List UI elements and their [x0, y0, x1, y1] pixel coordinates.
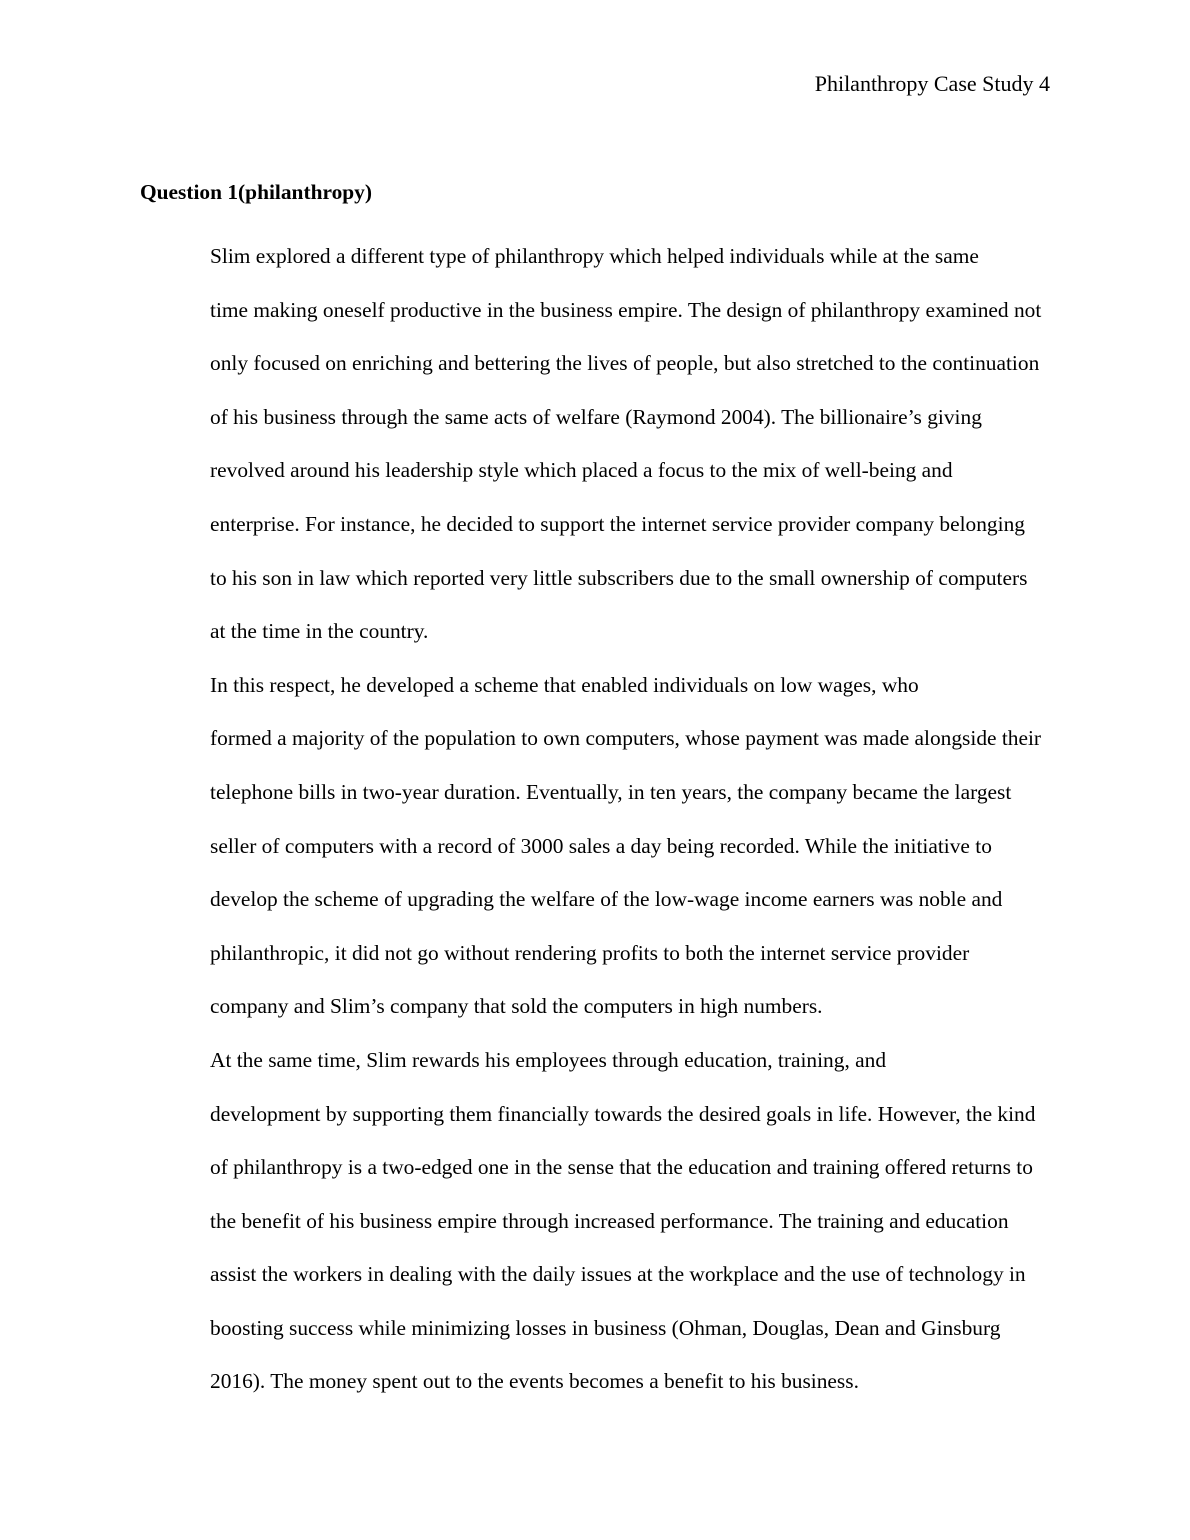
paragraph-3	[140, 1034, 1052, 1409]
text-line: revolved around his leadership style which placed a focus to the mix of well-being and	[210, 458, 953, 483]
text-line: Slim explored a different type of philanthropy which helped individuals while at the same	[210, 244, 979, 268]
text-line: development by supporting them financially towards the desired goals in life. However, the kind	[210, 1101, 1036, 1126]
text-line: to his son in law which reported very little subscribers due to the small ownership of computers	[210, 565, 1028, 590]
text-line: boosting success while minimizing losses in business (Ohman, Douglas, Dean and Ginsburg	[210, 1315, 1001, 1340]
text-line: develop the scheme of upgrading the welfare of the low-wage income earners was noble and	[210, 887, 1003, 912]
text-line: formed a majority of the population to own computers, whose payment was made alongside their	[210, 726, 1042, 751]
text-line: only focused on enriching and bettering the lives of people, but also stretched to the continuation	[210, 351, 1040, 376]
text-line: enterprise. For instance, he decided to support the internet service provider company belonging	[210, 511, 1025, 536]
text-line: In this respect, he developed a scheme that enabled individuals on low wages, who	[210, 672, 919, 697]
document-body	[140, 176, 1052, 1409]
text-line: philanthropic, it did not go without rendering profits to both the internet service provider	[210, 940, 970, 965]
text-line: of his business through the same acts of welfare (Raymond 2004). The billionaire’s giving	[210, 404, 982, 429]
text-line: of philanthropy is a two-edged one in the sense that the education and training offered returns to	[210, 1155, 1033, 1180]
text-line: seller of computers with a record of 3000 sales a day being recorded. While the initiative to	[210, 833, 992, 858]
text-line: at the time in the country.	[210, 619, 429, 644]
text-line: company and Slim’s company that sold the computers in high numbers.	[210, 994, 823, 1019]
question-heading: Question 1(philanthropy)	[140, 180, 372, 204]
running-header: Philanthropy Case Study 4	[814, 71, 1050, 96]
paragraph-1	[140, 230, 1052, 659]
text-line: assist the workers in dealing with the daily issues at the workplace and the use of technology in	[210, 1262, 1026, 1287]
text-line: the benefit of his business empire through increased performance. The training and education	[210, 1208, 1009, 1233]
text-line: time making oneself productive in the business empire. The design of philanthropy examined not	[210, 297, 1042, 322]
text-line: At the same time, Slim rewards his employees through education, training, and	[210, 1047, 887, 1072]
text-line: telephone bills in two-year duration. Eventually, in ten years, the company became the largest	[210, 779, 1012, 804]
text-line: 2016). The money spent out to the events becomes a benefit to his business.	[210, 1369, 859, 1394]
paragraph-2	[140, 659, 1052, 1034]
